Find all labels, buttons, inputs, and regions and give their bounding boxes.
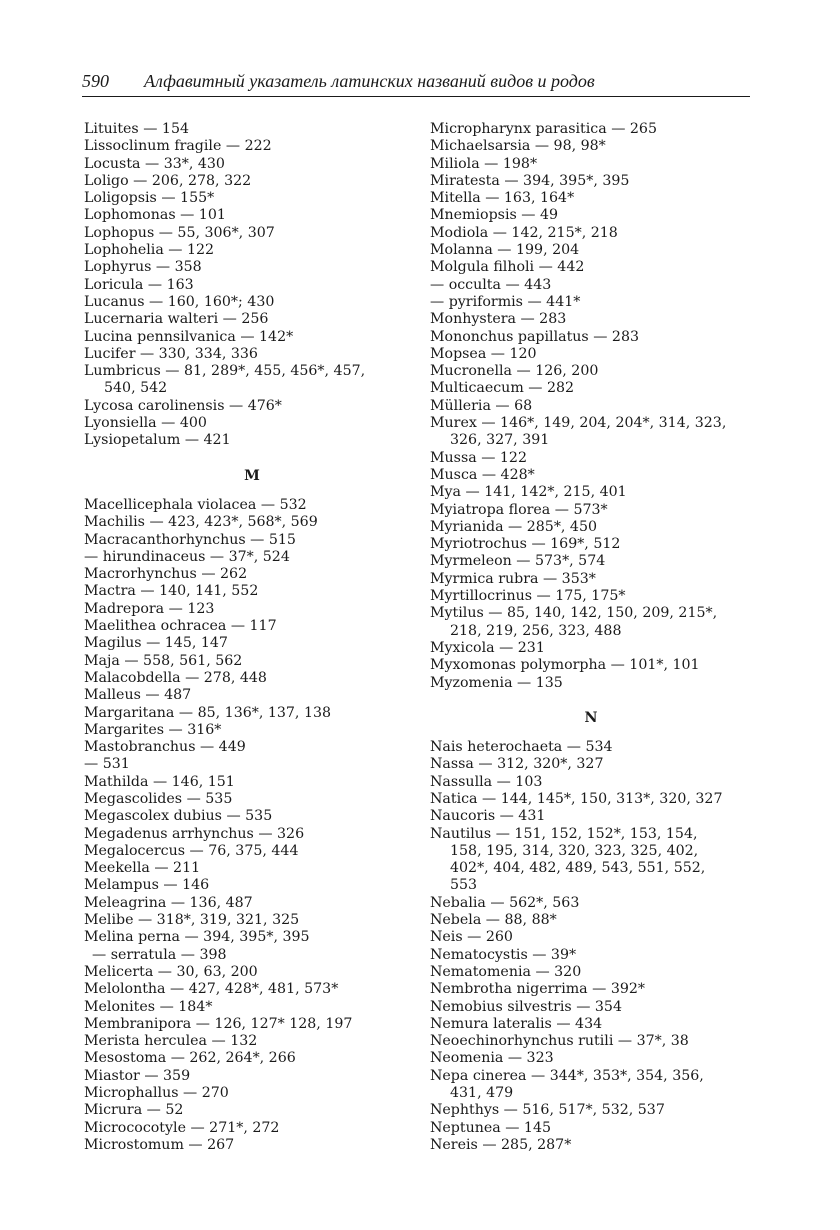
index-entry: Microstomum — 267 (84, 1136, 235, 1153)
index-entry: Nemura lateralis — 434 (430, 1015, 603, 1032)
index-column-right (430, 121, 752, 1154)
section-letter: N (584, 709, 598, 726)
index-entry: Lophopus — 55, 306*, 307 (84, 224, 275, 241)
index-entry-continuation: 158, 195, 314, 320, 323, 325, 402, (450, 842, 699, 859)
index-entry: Maelithea ochracea — 117 (84, 618, 277, 635)
index-entry: Neomenia — 323 (430, 1050, 554, 1067)
index-entry: Loricula — 163 (84, 276, 194, 293)
index-entry: Malacobdella — 278, 448 (84, 669, 267, 686)
index-entry: Melibe — 318*, 319, 321, 325 (84, 912, 300, 929)
page-number: 590 (82, 71, 109, 91)
index-entry: Mitella — 163, 164* (430, 190, 575, 207)
index-entry: Nereis — 285, 287* (430, 1136, 572, 1153)
index-entry: Miliola — 198* (430, 155, 538, 172)
index-entry-continuation: 402*, 404, 482, 489, 543, 551, 552, (450, 860, 706, 877)
index-entry: Lucina pennsilvanica — 142* (84, 328, 294, 345)
index-entry: Myrianida — 285*, 450 (430, 518, 598, 535)
index-entry: Natica — 144, 145*, 150, 313*, 320, 327 (430, 790, 723, 807)
index-entry: Nembrotha nigerrima — 392* (430, 981, 646, 998)
index-entry: Lysiopetalum — 421 (84, 432, 231, 449)
index-entry: Miratesta — 394, 395*, 395 (430, 172, 630, 189)
index-entry: Mussa — 122 (430, 449, 527, 466)
index-entry: Lyonsiella — 400 (84, 415, 207, 432)
index-entry: Macellicephala violacea — 532 (84, 496, 307, 513)
index-entry: Macracanthorhynchus — 515 (84, 531, 296, 548)
index-entry: Loligo — 206, 278, 322 (84, 172, 252, 189)
index-entry: Naucoris — 431 (430, 808, 546, 825)
index-entry: Mytilus — 85, 140, 142, 150, 209, 215*, (430, 605, 718, 622)
index-entry: Mathilda — 146, 151 (84, 773, 235, 790)
index-entry: Melicerta — 30, 63, 200 (84, 963, 258, 980)
index-entry: Myzomenia — 135 (430, 674, 563, 691)
index-entry: Locusta — 33*, 430 (84, 155, 225, 172)
index-entry: Meekella — 211 (84, 860, 201, 877)
index-entry: Myxicola — 231 (430, 639, 545, 656)
index-entry: Nematomenia — 320 (430, 963, 582, 980)
index-entry: Megadenus arrhynchus — 326 (84, 825, 305, 842)
index-entry: Myxomonas polymorpha — 101*, 101 (430, 657, 700, 674)
index-entry: Machilis — 423, 423*, 568*, 569 (84, 514, 318, 531)
index-entry: Madrepora — 123 (84, 600, 215, 617)
index-entry: Lituites — 154 (84, 121, 189, 137)
index-entry: Nepa cinerea — 344*, 353*, 354, 356, (430, 1067, 704, 1084)
index-entry: Myrtillocrinus — 175, 175* (430, 588, 626, 605)
index-entry: Nebalia — 562*, 563 (430, 894, 580, 911)
index-entry: Micropharynx parasitica — 265 (430, 121, 657, 137)
index-entry: Lissoclinum fragile — 222 (84, 138, 272, 155)
index-entry: — occulta — 443 (430, 276, 552, 293)
index-entry: Nebela — 88, 88* (430, 912, 557, 929)
header-rule (82, 96, 750, 97)
index-entry: Myiatropa florea — 573* (430, 501, 608, 518)
index-entry: Micrococotyle — 271*, 272 (84, 1119, 280, 1136)
index-entry: Nassa — 312, 320*, 327 (430, 756, 604, 773)
index-entry-continuation: 553 (450, 877, 478, 894)
index-column-left (84, 121, 420, 1154)
index-entry: Melolontha — 427, 428*, 481, 573* (84, 981, 339, 998)
index-entry: Neptunea — 145 (430, 1119, 552, 1136)
index-entry: — serratula — 398 (92, 946, 227, 963)
index-entry: Mastobranchus — 449 (84, 739, 246, 756)
index-entry: Merista herculea — 132 (84, 1033, 258, 1050)
index-entry: — 531 (84, 756, 130, 773)
section-letter: M (244, 467, 260, 484)
index-entry: Mucronella — 126, 200 (430, 363, 599, 380)
index-entry: Musca — 428* (430, 466, 535, 483)
index-entry: — hirundinaceus — 37*, 524 (84, 548, 290, 565)
index-entry: Mya — 141, 142*, 215, 401 (430, 484, 627, 501)
index-entry: — pyriformis — 441* (430, 293, 581, 310)
index-entry-continuation: 326, 327, 391 (450, 432, 550, 449)
index-entry: Myriotrochus — 169*, 512 (430, 536, 621, 553)
index-entry: Lycosa carolinensis — 476* (84, 397, 282, 414)
index-entry: Melonites — 184* (84, 998, 213, 1015)
index-entry: Neis — 260 (430, 929, 513, 946)
index-entry: Lucifer — 330, 334, 336 (84, 345, 258, 362)
index-entry: Mesostoma — 262, 264*, 266 (84, 1050, 296, 1067)
index-entry: Malleus — 487 (84, 687, 192, 704)
index-entry: Miastor — 359 (84, 1067, 191, 1084)
index-entry: Nemobius silvestris — 354 (430, 998, 622, 1015)
index-entry: Loligopsis — 155* (84, 190, 215, 207)
index-entry: Molgula filholi — 442 (430, 259, 585, 276)
running-header (82, 70, 752, 92)
index-entry: Lophomonas — 101 (84, 207, 226, 224)
index-entry: Magilus — 145, 147 (84, 635, 228, 652)
index-entry: Lucanus — 160, 160*; 430 (84, 293, 275, 310)
index-entry: Myrmeleon — 573*, 574 (430, 553, 606, 570)
index-entry: Nais heterochaeta — 534 (430, 739, 613, 756)
index-entry: Mononchus papillatus — 283 (430, 328, 639, 345)
index-entry: Multicaecum — 282 (430, 380, 575, 397)
index-entry: Margaritana — 85, 136*, 137, 138 (84, 704, 332, 721)
index-entry: Nautilus — 151, 152, 152*, 153, 154, (430, 825, 698, 842)
index-entry: Modiola — 142, 215*, 218 (430, 224, 618, 241)
index-entry: Michaelsarsia — 98, 98* (430, 138, 606, 155)
index-entry: Neoechinorhynchus rutili — 37*, 38 (430, 1033, 689, 1050)
index-entry: Molanna — 199, 204 (430, 242, 580, 259)
index-entry: Lophyrus — 358 (84, 259, 202, 276)
index-entry: Margarites — 316* (84, 721, 222, 738)
index-entry: Lophohelia — 122 (84, 242, 215, 259)
index-entry: Membranipora — 126, 127* 128, 197 (84, 1015, 353, 1032)
index-entry-continuation: 218, 219, 256, 323, 488 (450, 622, 622, 639)
index-entry: Microphallus — 270 (84, 1085, 229, 1102)
index-entry: Mülleria — 68 (430, 397, 533, 414)
index-entry: Melampus — 146 (84, 877, 210, 894)
index-entry: Megalocercus — 76, 375, 444 (84, 842, 299, 859)
index-entry: Monhystera — 283 (430, 311, 567, 328)
index-entry: Melina perna — 394, 395*, 395 (84, 929, 310, 946)
index-entry: Meleagrina — 136, 487 (84, 894, 253, 911)
index-entry-continuation: 540, 542 (104, 380, 168, 397)
index-entry: Murex — 146*, 149, 204, 204*, 314, 323, (430, 415, 727, 432)
page-title: Алфавитный указатель латинских названий видов и родов (144, 71, 595, 91)
index-entry: Mnemiopsis — 49 (430, 207, 559, 224)
index-entry: Micrura — 52 (84, 1102, 184, 1119)
index-entry: Myrmica rubra — 353* (430, 570, 596, 587)
index-entry: Megascolex dubius — 535 (84, 808, 273, 825)
index-entry: Maja — 558, 561, 562 (84, 652, 243, 669)
index-entry: Macrorhynchus — 262 (84, 566, 248, 583)
index-entry: Megascolides — 535 (84, 790, 233, 807)
index-entry-continuation: 431, 479 (450, 1085, 514, 1102)
index-entry: Mopsea — 120 (430, 345, 537, 362)
index-entry: Nephthys — 516, 517*, 532, 537 (430, 1102, 665, 1119)
index-entry: Nassulla — 103 (430, 773, 543, 790)
index-entry: Lucernaria walteri — 256 (84, 311, 269, 328)
index-entry: Mactra — 140, 141, 552 (84, 583, 259, 600)
index-entry: Lumbricus — 81, 289*, 455, 456*, 457, (84, 363, 366, 380)
index-entry: Nematocystis — 39* (430, 946, 577, 963)
